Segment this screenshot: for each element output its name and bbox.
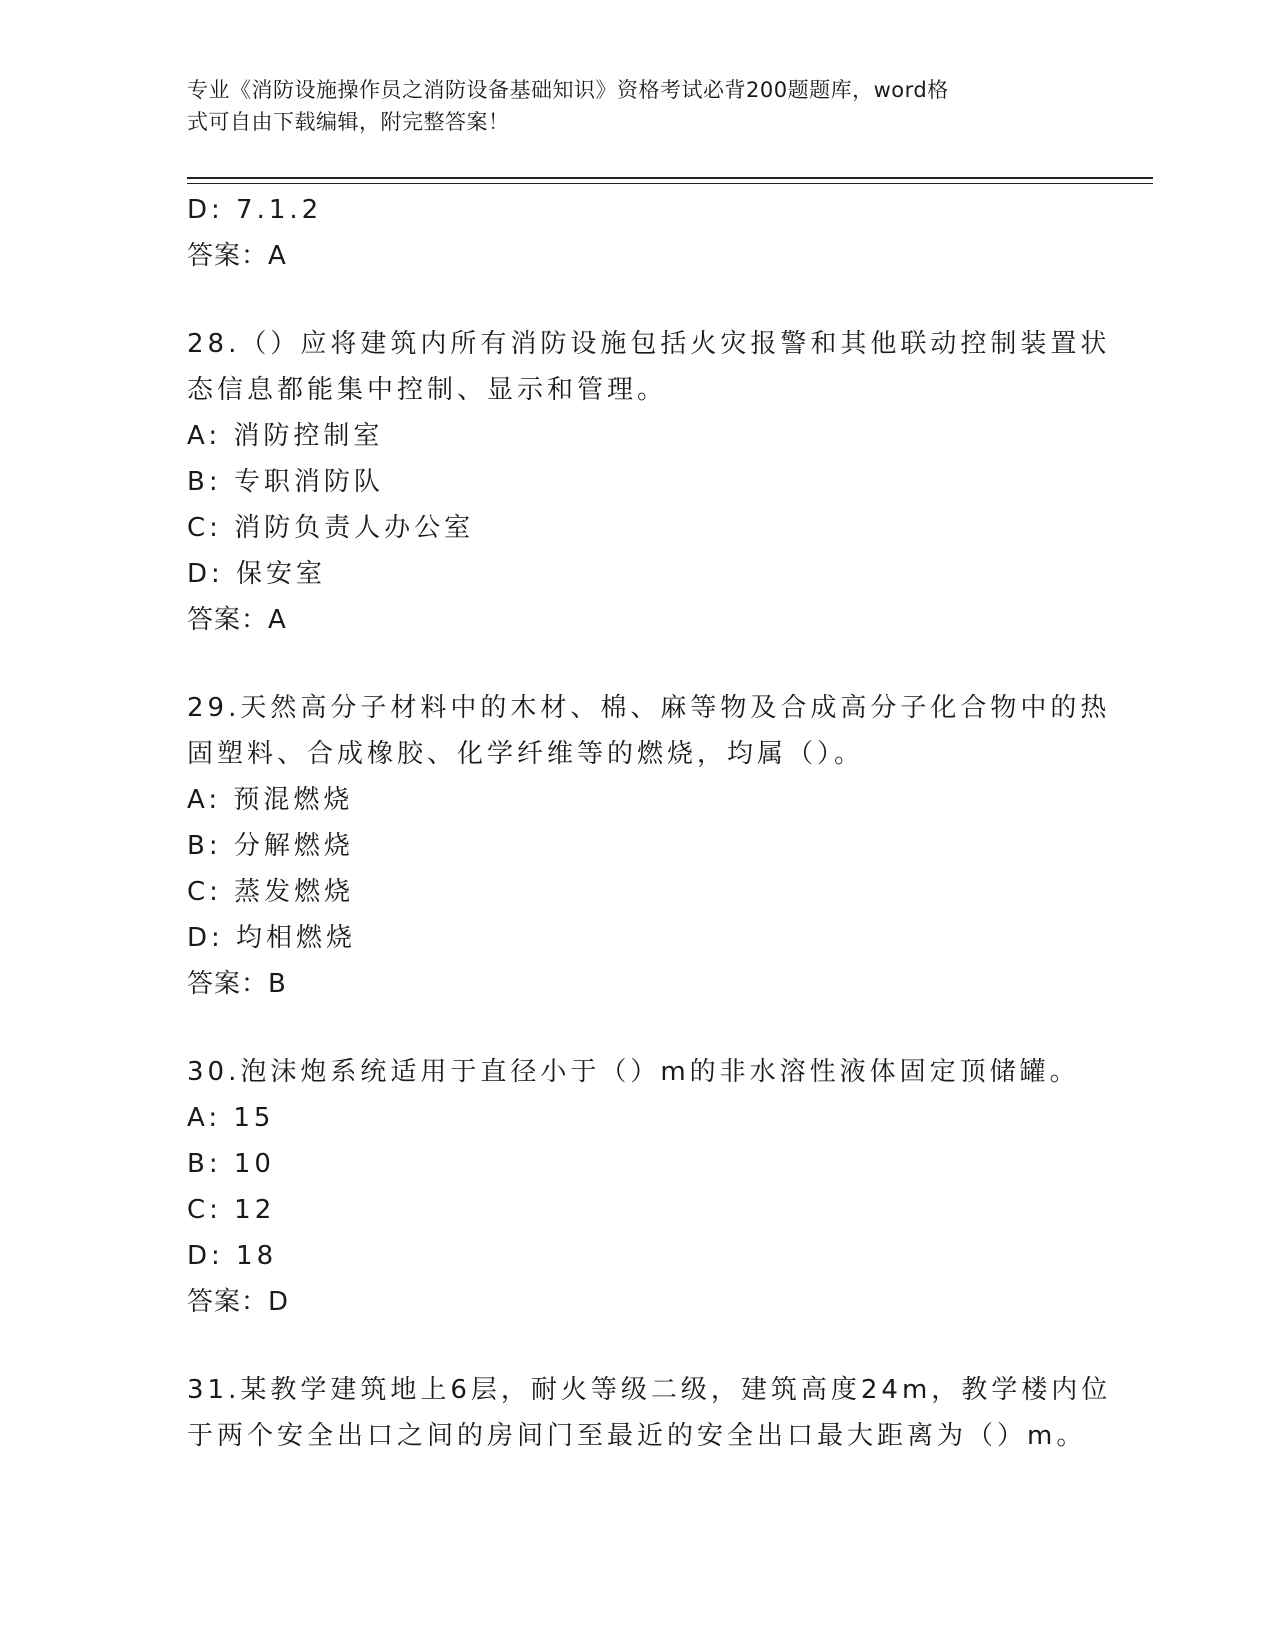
question-list bbox=[187, 187, 1112, 1459]
option-a: A: 消防控制室 bbox=[187, 421, 384, 451]
question-29 bbox=[187, 685, 1111, 1007]
option-d: D: 均相燃烧 bbox=[187, 923, 357, 953]
option-b: B: 专职消防队 bbox=[187, 467, 384, 497]
question-28 bbox=[187, 321, 1111, 643]
option-a: A: 15 bbox=[187, 1103, 275, 1133]
header-line-2: 式可自由下载编辑，附完整答案！ bbox=[187, 110, 510, 134]
header-line-1: 专业《消防设施操作员之消防设备基础知识》资格考试必背200题题库，word格 bbox=[187, 78, 949, 102]
question-31 bbox=[187, 1367, 1112, 1459]
question-stem-line: 态信息都能集中控制、显示和管理。 bbox=[187, 375, 668, 405]
question-stem-line: 31.某教学建筑地上6层，耐火等级二级，建筑高度24m，教学楼内位 bbox=[187, 1375, 1112, 1405]
answer-line: 答案：A bbox=[187, 605, 287, 635]
option-b: B: 分解燃烧 bbox=[187, 831, 354, 861]
question-stem-line: 固塑料、合成橡胶、化学纤维等的燃烧，均属（）。 bbox=[187, 739, 865, 769]
question-stem-line: 30.泡沫炮系统适用于直径小于（）m的非水溶性液体固定顶储罐。 bbox=[187, 1057, 1080, 1087]
previous-question-tail bbox=[187, 187, 1087, 279]
option-a: A: 预混燃烧 bbox=[187, 785, 354, 815]
question-stem-line: 于两个安全出口之间的房间门至最近的安全出口最大距离为（）m。 bbox=[187, 1421, 1087, 1451]
option-d: D: 7.1.2 bbox=[187, 195, 323, 225]
header-divider-thin bbox=[187, 183, 1153, 184]
option-c: C: 蒸发燃烧 bbox=[187, 877, 355, 907]
header-divider-thick bbox=[187, 177, 1153, 179]
option-b: B: 10 bbox=[187, 1149, 275, 1179]
document-header bbox=[187, 74, 1067, 138]
option-d: D: 保安室 bbox=[187, 559, 327, 589]
option-d: D: 18 bbox=[187, 1241, 278, 1271]
option-c: C: 消防负责人办公室 bbox=[187, 513, 475, 543]
answer-line: 答案：A bbox=[187, 241, 287, 271]
question-stem-line: 29.天然高分子材料中的木材、棉、麻等物及合成高分子化合物中的热 bbox=[187, 693, 1111, 723]
question-stem-line: 28.（）应将建筑内所有消防设施包括火灾报警和其他联动控制装置状 bbox=[187, 329, 1111, 359]
question-30 bbox=[187, 1049, 1087, 1325]
answer-line: 答案：D bbox=[187, 1287, 290, 1317]
option-c: C: 12 bbox=[187, 1195, 276, 1225]
answer-line: 答案：B bbox=[187, 969, 287, 999]
